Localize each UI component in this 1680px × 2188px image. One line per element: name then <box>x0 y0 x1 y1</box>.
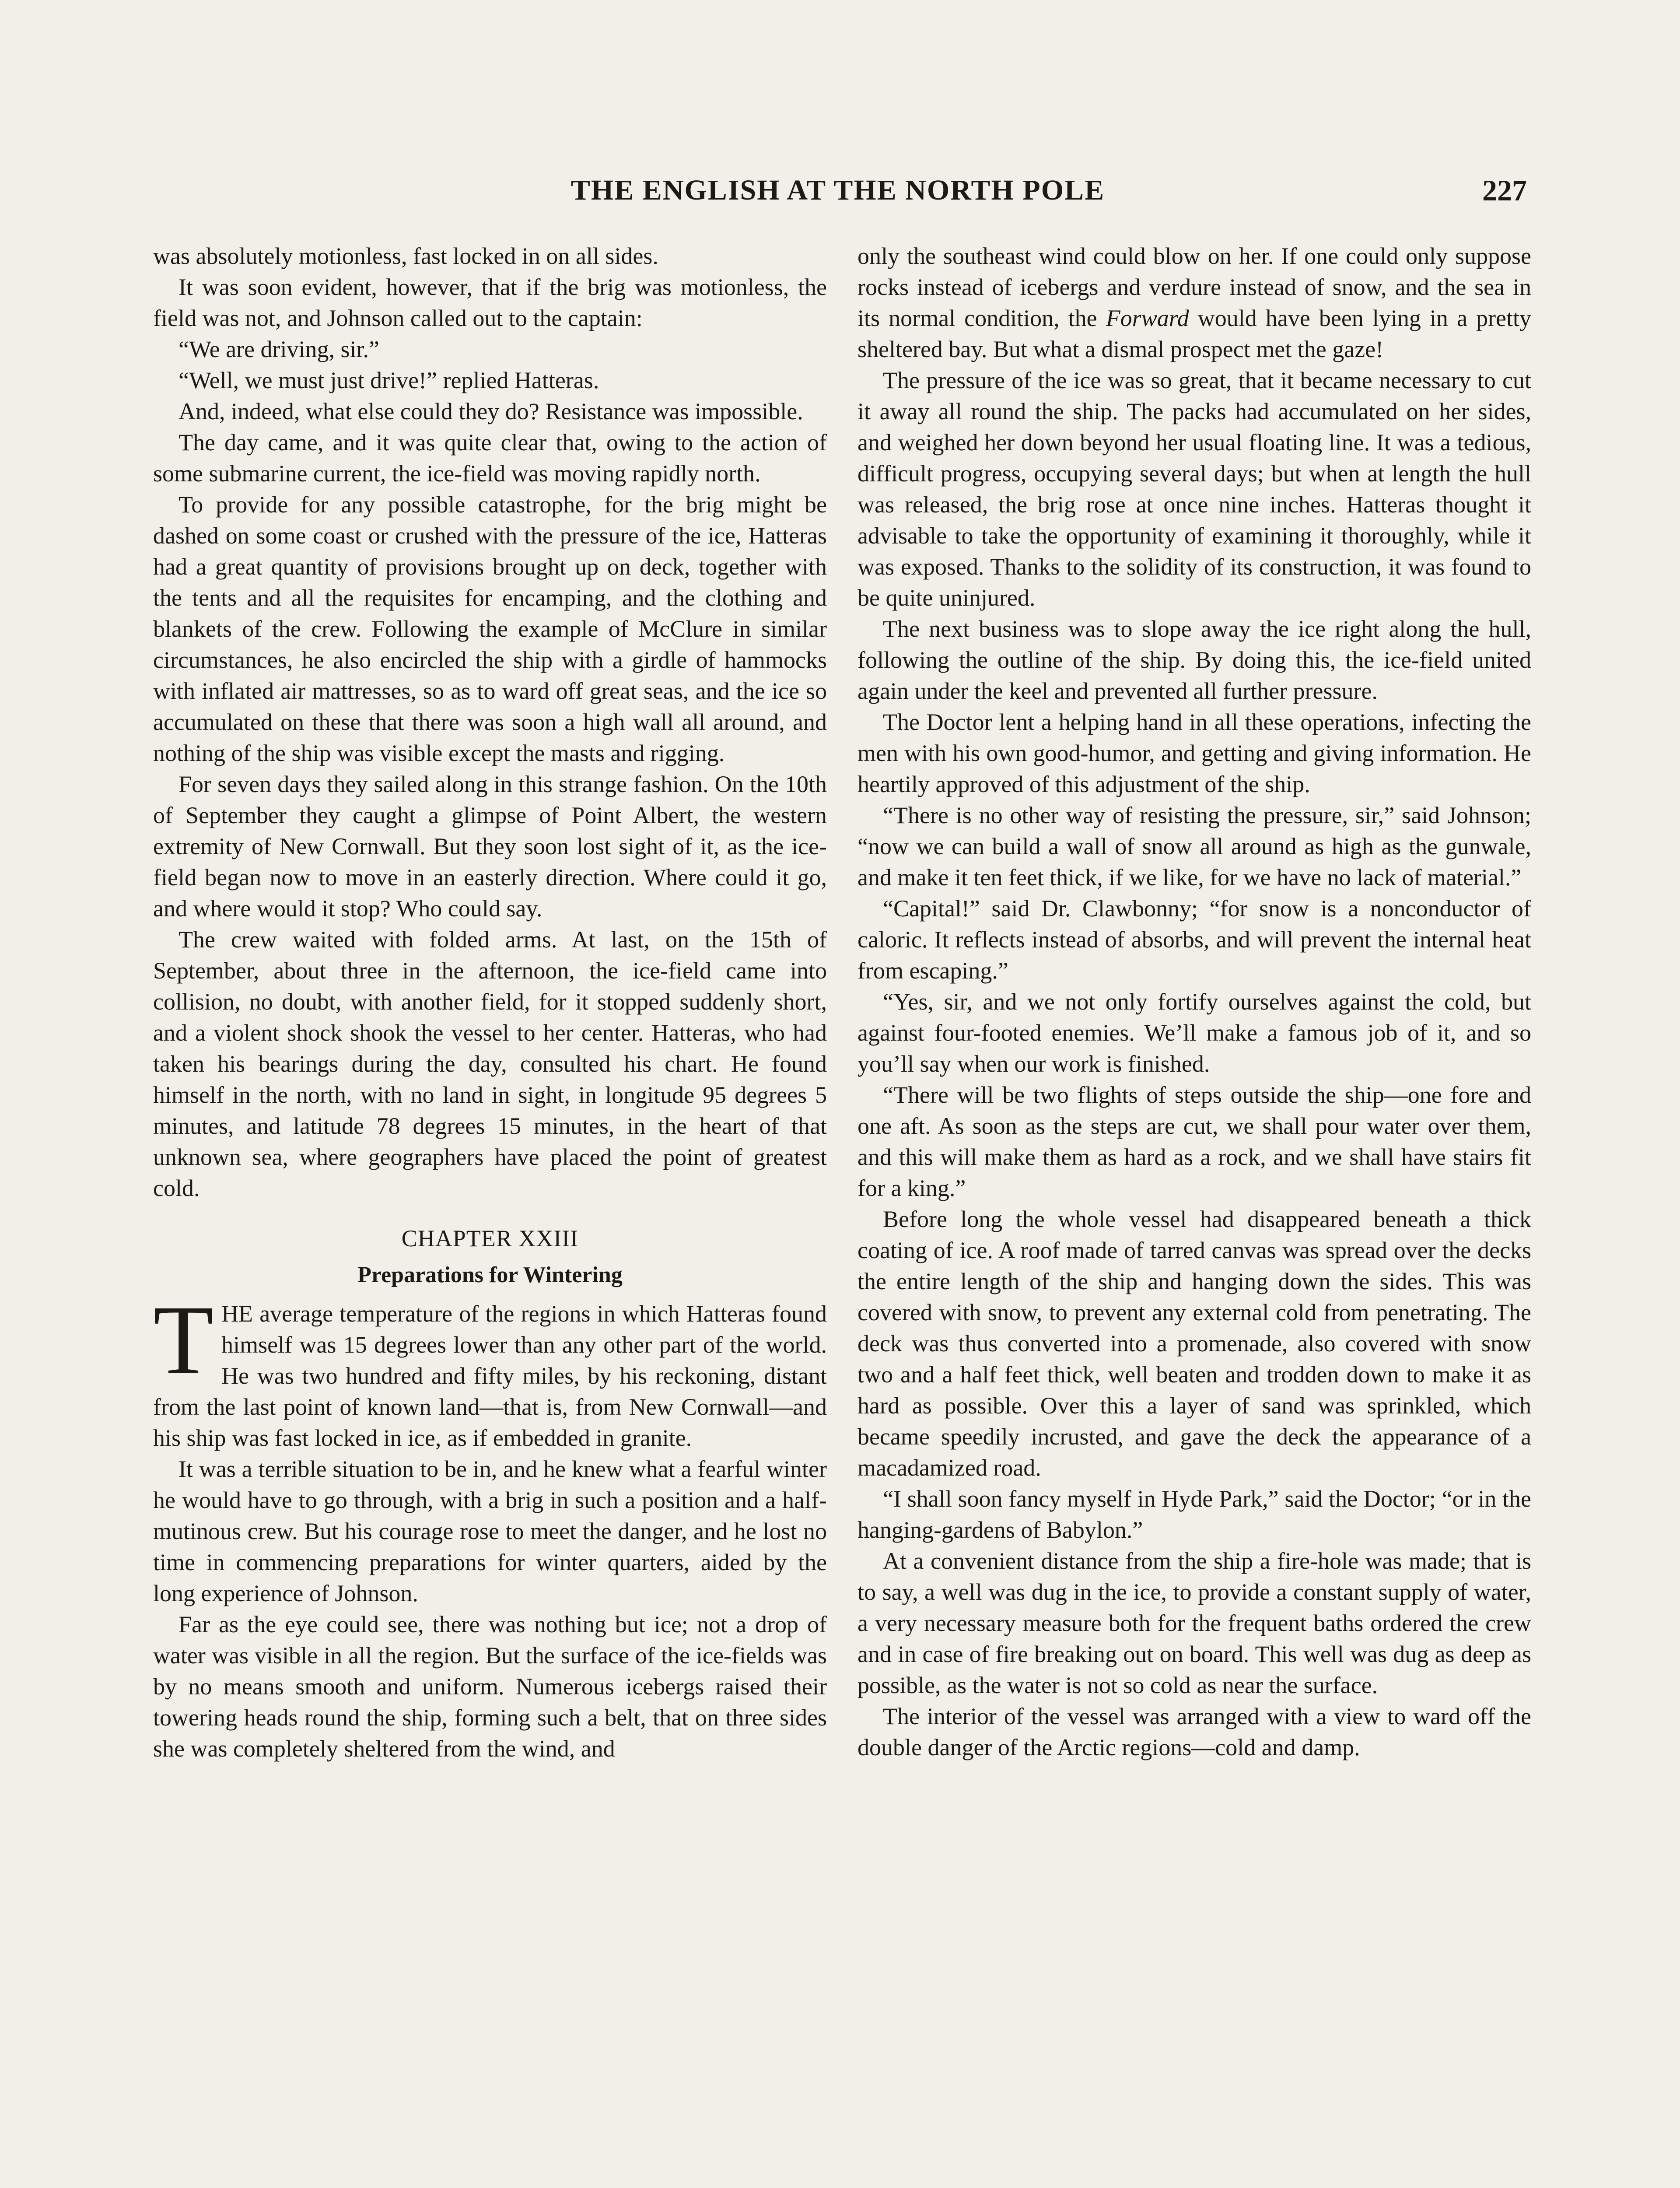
paragraph-text: would have been lying in a pretty sheltered bay. But what a dismal prospect met the gaze! <box>858 305 1531 362</box>
paragraph: And, indeed, what else could they do? Resistance was impossible. <box>178 398 803 424</box>
left-column <box>153 241 827 1764</box>
paragraph: “I shall soon fancy myself in Hyde Park,” said the Doctor; “or in the hanging-gardens of Babylon.” <box>858 1486 1531 1543</box>
paragraph: The Doctor lent a helping hand in all these operations, infecting the men with his own good-humor, and getting and giving information. He heartily approved of this adjustment of the ship. <box>858 709 1531 797</box>
paragraph: “There will be two flights of steps outside the ship—one fore and one aft. As soon as the steps are cut, we shall pour water over them, and this will make them as hard as a rock, and we shall have stairs fit for a king.” <box>858 1082 1531 1201</box>
paragraph <box>858 241 1531 365</box>
page-number: 227 <box>1482 174 1527 207</box>
paragraph: At a convenient distance from the ship a fire-hole was made; that is to say, a well was dug in the ice, to provide a constant supply of water, a very necessary measure both for the frequent baths ordered the crew and in case of fire breaking out on board. This well was dug as deep as possible, as the water is not so cold as near the surface. <box>858 1548 1531 1698</box>
paragraph: “Yes, sir, and we not only fortify ourselves against the cold, but against four-footed enemies. We’ll make a famous job of it, and so you’ll say when our work is finished. <box>858 989 1531 1077</box>
paragraph: Before long the whole vessel had disappeared beneath a thick coating of ice. A roof made of tarred canvas was spread over the decks the entire length of the ship and hanging down the sides. This was covered with snow, to prevent any external cold from penetrating. The deck was thus converted into a promenade, also covered with snow two and a half feet thick, well beaten and trodden down to make it as hard as possible. Over this a layer of sand was sprinkled, which became speedily incrusted, and gave the deck the appearance of a macadamized road. <box>858 1206 1531 1481</box>
paragraph: The interior of the vessel was arranged with a view to ward off the double danger of the Arctic regions—cold and damp. <box>858 1703 1531 1760</box>
running-header <box>149 166 1527 214</box>
paragraph: The crew waited with folded arms. At last, on the 15th of September, about three in the afternoon, the ice-field came into collision, no doubt, with another field, for it stopped suddenly short, and a violent shock shook the vessel to her center. Hatteras, who had taken his bearings during the day, consulted his chart. He found himself in the north, with no land in sight, in longitude 95 degrees 5 minutes, and latitude 78 degrees 15 minutes, in the heart of that unknown sea, where geographers have placed the point of greatest cold. <box>153 926 827 1201</box>
paragraph: The next business was to slope away the ice right along the hull, following the outline of the ship. By doing this, the ice-field united again under the keel and prevented all further pressure. <box>858 616 1531 704</box>
paragraph: The day came, and it was quite clear that, owing to the action of some submarine current, the ice-field was moving rapidly north. <box>153 429 827 487</box>
running-title: THE ENGLISH AT THE NORTH POLE <box>570 174 1105 206</box>
paragraph: For seven days they sailed along in this strange fashion. On the 10th of September they caught a glimpse of Point Albert, the western extremity of New Cornwall. But they soon lost sight of it, as the ice-field began now to move in an easterly direction. Where could it go, and where would it stop? Who could say. <box>153 771 827 922</box>
paragraph: It was soon evident, however, that if the brig was motionless, the field was not, and Johnson called out to the captain: <box>153 274 827 331</box>
chapter-title: CHAPTER XXIII <box>401 1225 579 1252</box>
paragraph: was absolutely motionless, fast locked in on all sides. <box>153 243 658 269</box>
chapter-opening-text: HE average temperature of the regions in which Hatteras found himself was 15 degrees lower than any other part of the world. He was two hundred and fifty miles, by his reckoning, distant from the last point of known land—that is, from New Cornwall—and his ship was fast locked in ice, as if embedded in granite. <box>153 1301 827 1451</box>
chapter-subtitle: Preparations for Wintering <box>357 1262 623 1287</box>
ship-name: Forward <box>1106 305 1189 331</box>
chapter-opening-paragraph <box>153 1285 827 1454</box>
drop-cap: T <box>153 1285 214 1395</box>
paragraph-text: only the southeast wind could blow on her. If one could only suppose rocks instead of icebergs and verdure instead of snow, and the sea in its normal condition, the <box>858 243 1531 331</box>
paragraph: To provide for any possible catastrophe, for the brig might be dashed on some coast or crushed with the pressure of the ice, Hatteras had a great quantity of provisions brought up on deck, together with the tents and all the requisites for encamping, and the clothing and blankets of the crew. Following the example of McClure in similar circumstances, he also encircled the ship with a girdle of hammocks with inflated air mattresses, so as to ward off great seas, and the ice so accumulated on these that there was soon a high wall all around, and nothing of the ship was visible except the masts and rigging. <box>153 491 827 766</box>
paragraph: “Capital!” said Dr. Clawbonny; “for snow is a nonconductor of caloric. It reflects instead of absorbs, and will prevent the internal heat from escaping.” <box>858 895 1531 984</box>
paragraph: “Well, we must just drive!” replied Hatteras. <box>178 367 599 393</box>
paragraph: Far as the eye could see, there was nothing but ice; not a drop of water was visible in all the region. But the surface of the ice-fields was by no means smooth and uniform. Numerous icebergs raised their towering heads round the ship, forming such a belt, that on three sides she was completely sheltered from the wind, and <box>153 1611 827 1762</box>
right-column <box>858 241 1531 1763</box>
paragraph: “There is no other way of resisting the pressure, sir,” said Johnson; “now we can build a wall of snow all around as high as the gunwale, and make it ten feet thick, if we like, for we have no lack of material.” <box>858 802 1531 891</box>
paragraph: The pressure of the ice was so great, that it became necessary to cut it away all round the ship. The packs had accumulated on her sides, and weighed her down beyond her usual floating line. It was a tedious, difficult progress, occupying several days; but when at length the hull was released, the brig rose at once nine inches. Hatteras thought it advisable to take the opportunity of examining it thoroughly, while it was exposed. Thanks to the solidity of its construction, it was found to be quite uninjured. <box>858 367 1531 611</box>
paragraph: It was a terrible situation to be in, and he knew what a fearful winter he would have to go through, with a brig in such a position and a half-mutinous crew. But his courage rose to meet the danger, and he lost no time in commencing preparations for winter quarters, aided by the long experience of Johnson. <box>153 1456 827 1606</box>
paragraph: “We are driving, sir.” <box>178 336 379 362</box>
